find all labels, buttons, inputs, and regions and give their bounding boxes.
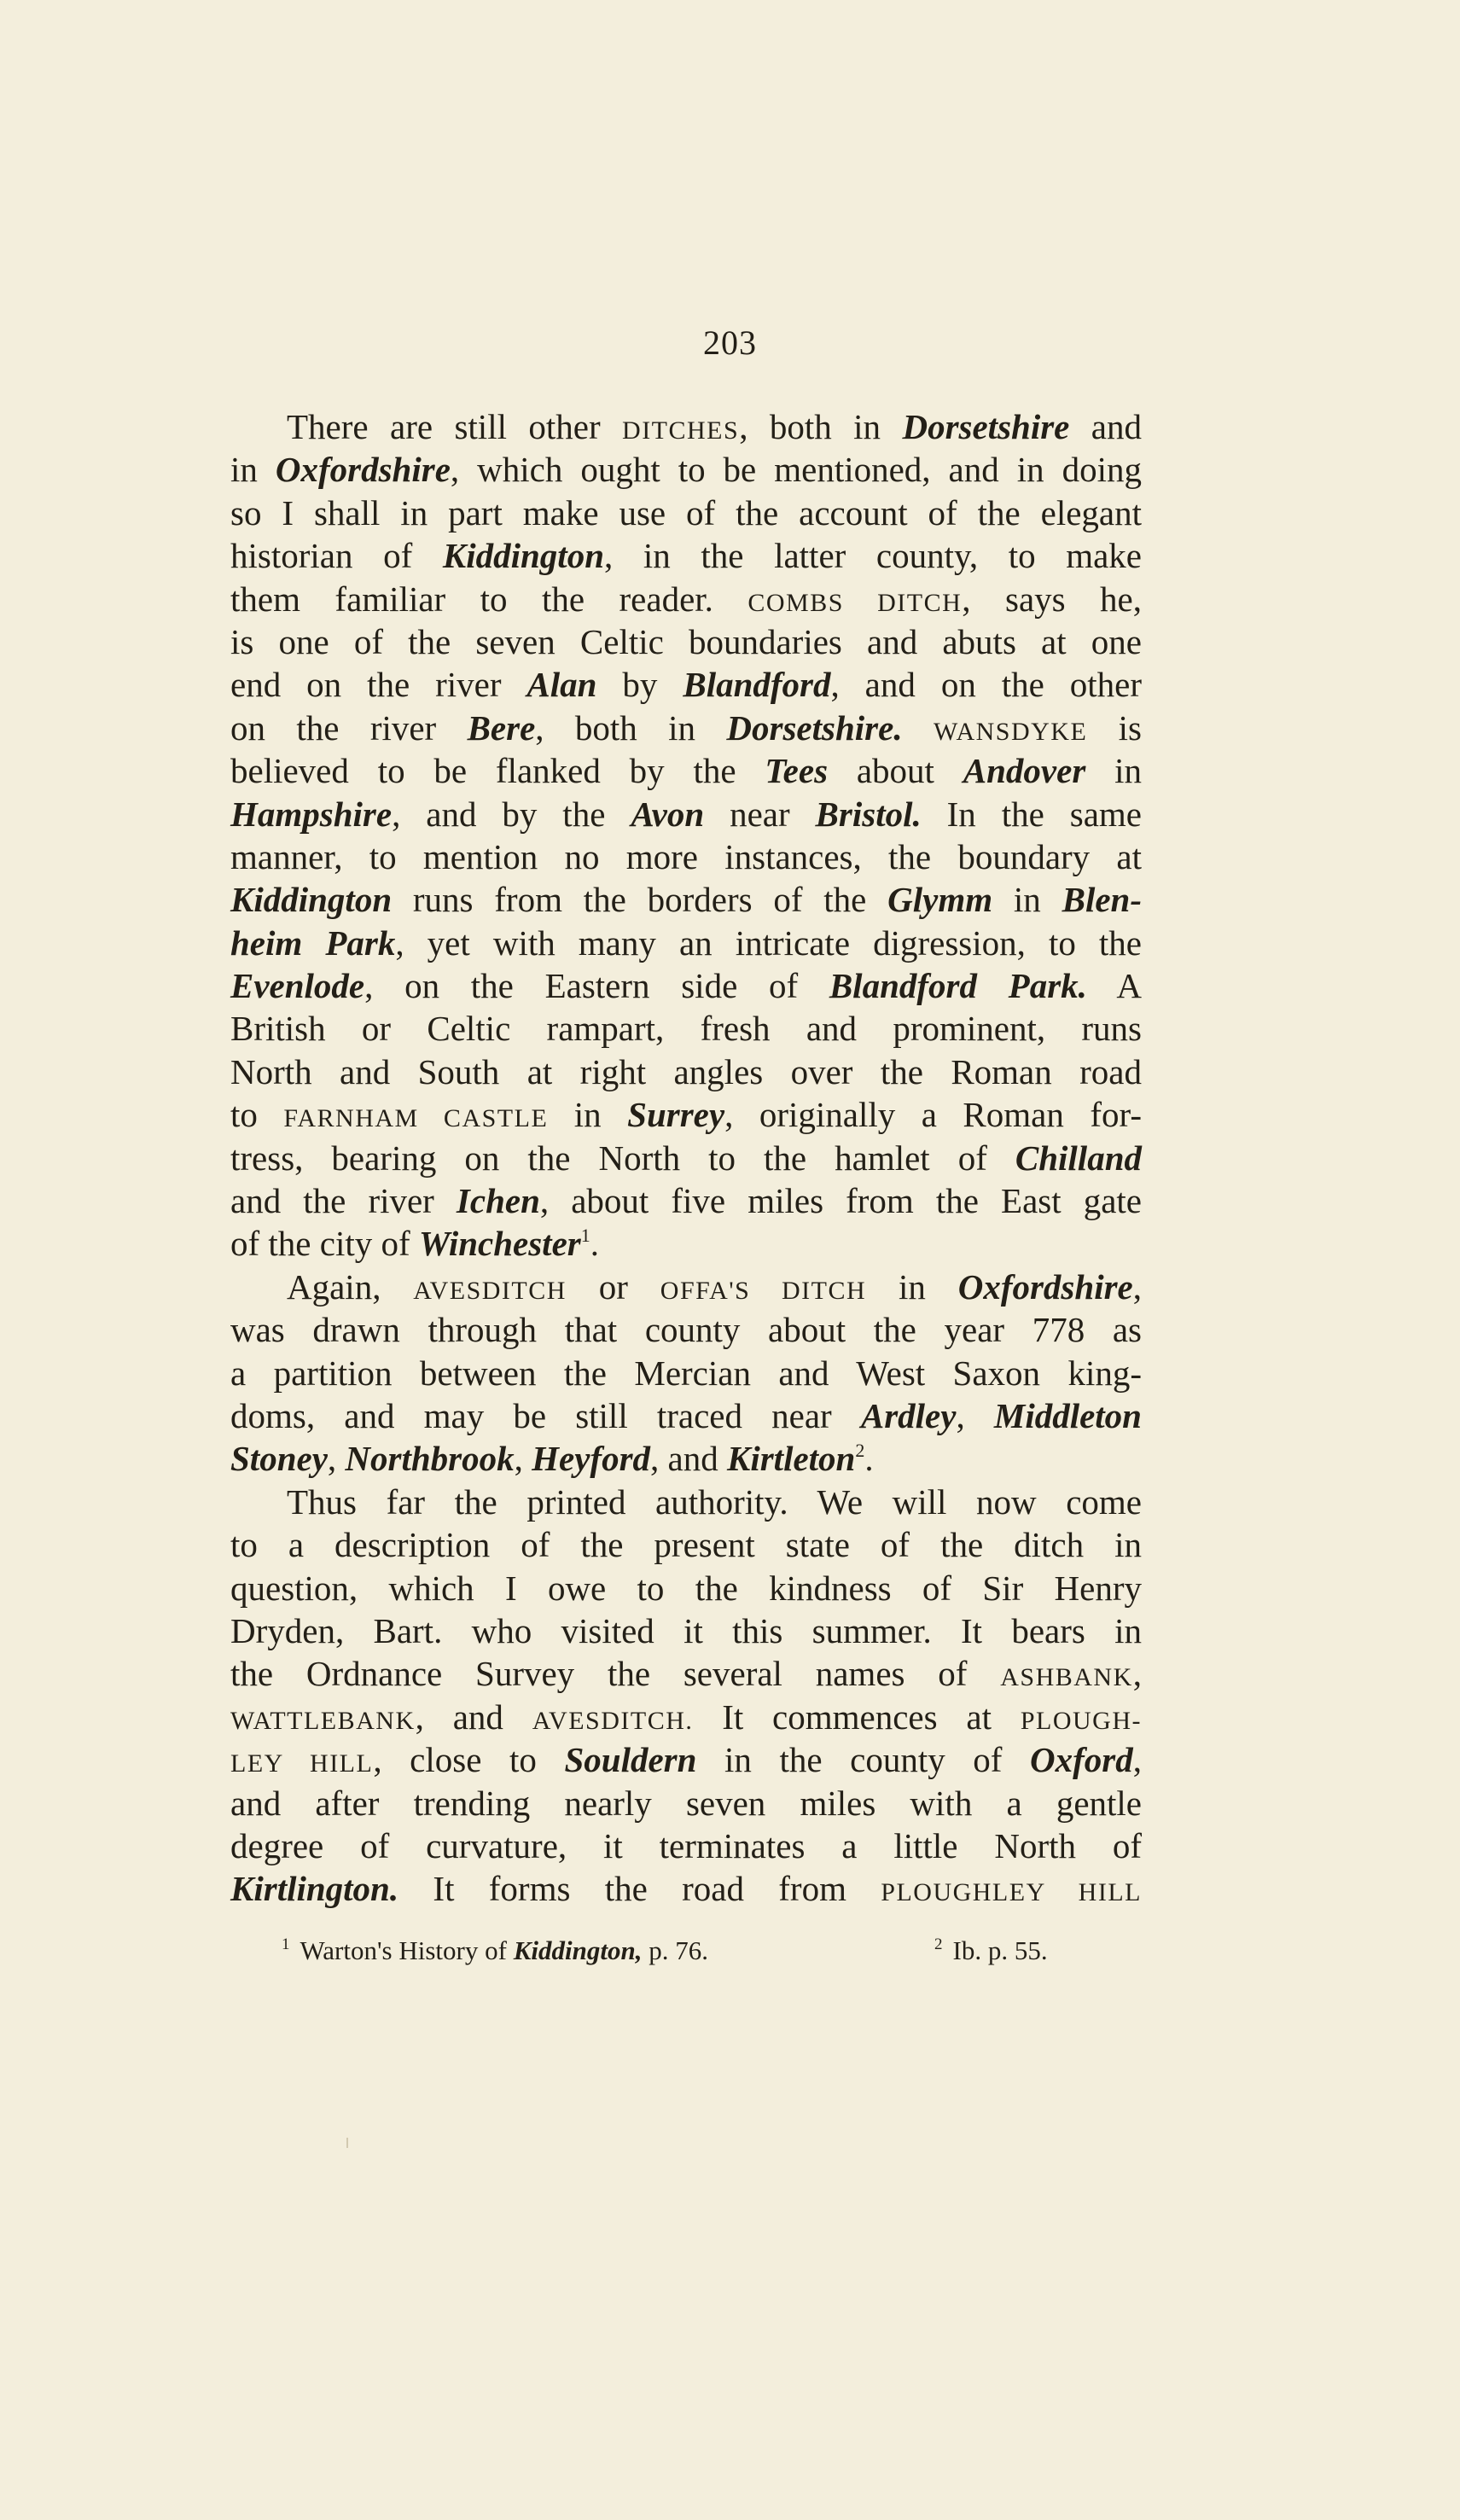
text-run: It forms the road from [398, 1869, 881, 1909]
text-line [230, 878, 1142, 921]
italic-text: Kirtleton [726, 1439, 856, 1479]
text-run: , [327, 1439, 346, 1479]
text-run: about [828, 751, 963, 791]
text-run: , both in [535, 707, 727, 748]
text-run: to [230, 1095, 284, 1135]
text-line [230, 405, 1142, 448]
text-run: , [1132, 1266, 1142, 1307]
italic-text: Kiddington [442, 536, 604, 576]
italic-text: Blandford [683, 665, 831, 705]
footnote-reference: 1 [580, 1225, 590, 1247]
italic-text: Northbrook [345, 1439, 515, 1479]
text-run: A [1086, 966, 1142, 1006]
text-run: Again, [287, 1266, 414, 1307]
small-caps-text: COMBS DITCH [747, 588, 963, 617]
text-run: British or Celtic rampart, fresh and prominent, runs [230, 1009, 1142, 1049]
text-run: historian of [230, 536, 443, 576]
italic-text: Ardley [860, 1395, 957, 1435]
text-run: , and by the [392, 794, 631, 834]
footnote-1-page: p. 76. [642, 1935, 708, 1965]
small-caps-text: FARNHAM CASTLE [283, 1104, 549, 1133]
italic-text: Evenlode [230, 966, 365, 1006]
italic-text: Stoney [230, 1439, 328, 1479]
italic-text: Tees [765, 751, 829, 791]
footnote-1-marker: 1 [282, 1935, 290, 1953]
text-run: North and South at right angles over the Roman road [230, 1051, 1142, 1091]
text-line [230, 1867, 1142, 1910]
text-run: . [590, 1224, 599, 1264]
italic-text: Chilland [1015, 1138, 1142, 1178]
text-line [230, 1093, 1142, 1136]
footnote-reference: 2 [855, 1440, 865, 1462]
italic-text: Blen- [1062, 880, 1142, 920]
text-run: , originally a Roman for- [724, 1095, 1142, 1135]
text-run: , which ought to be mentioned, and in doing [450, 450, 1142, 490]
text-line [230, 835, 1142, 878]
italic-text: Winchester [418, 1224, 581, 1264]
text-line [230, 707, 1142, 749]
italic-text: Hampshire [230, 794, 393, 834]
text-run: them familiar to the reader. [230, 579, 748, 619]
text-run: on the river [230, 707, 468, 748]
body-text [230, 405, 1142, 1911]
text-run: , and [650, 1439, 727, 1479]
text-line [230, 964, 1142, 1007]
italic-text: Ichen [456, 1181, 540, 1221]
text-line [230, 1308, 1142, 1351]
small-caps-text: PLOUGHLEY HILL [881, 1878, 1142, 1907]
text-run: , yet with many an intricate digression, to the [395, 922, 1142, 963]
text-run: a partition between the Mercian and West Saxon king- [230, 1353, 1142, 1393]
text-run: runs from the borders of the [392, 880, 888, 920]
text-run: so I shall in part make use of the account of the elegant [230, 492, 1142, 533]
text-run: in [548, 1095, 628, 1135]
text-line [230, 1782, 1142, 1825]
text-run: in [1085, 751, 1142, 791]
text-line [230, 1437, 1142, 1480]
text-run: , [514, 1439, 532, 1479]
text-run: degree of curvature, it terminates a little North of [230, 1825, 1142, 1865]
text-run: , close to [373, 1740, 565, 1780]
text-run: or [566, 1266, 660, 1307]
text-run: in [866, 1266, 958, 1307]
italic-text: Souldern [564, 1740, 697, 1780]
italic-text: Alan [526, 665, 597, 705]
italic-text: Oxford [1030, 1740, 1133, 1780]
text-run: in [230, 450, 276, 490]
text-run: in [992, 880, 1062, 920]
text-line [230, 1352, 1142, 1394]
italic-text: Dorsetshire [902, 407, 1070, 446]
footnote-2-marker: 2 [934, 1935, 943, 1953]
text-run: question, which I owe to the kindness of Sir Henry [230, 1568, 1142, 1608]
text-line [230, 1222, 1142, 1265]
italic-text: Avon [631, 794, 705, 834]
italic-text: Heyford [532, 1439, 651, 1479]
italic-text: Dorsetshire. [726, 707, 903, 748]
text-run: Thus far the printed authority. We will now come [287, 1481, 1142, 1522]
italic-text: heim Park [230, 922, 396, 963]
text-run: to a description of the present state of the ditch in [230, 1525, 1142, 1565]
text-line [230, 793, 1142, 835]
text-run: tress, bearing on the North to the hamlet of [230, 1138, 1015, 1178]
text-run: It commences at [693, 1696, 1021, 1737]
page-number: 203 [703, 323, 757, 362]
text-line [230, 1394, 1142, 1437]
text-line [230, 1738, 1142, 1781]
text-line [230, 1481, 1142, 1523]
text-run: end on the river [230, 665, 527, 705]
text-line [230, 1567, 1142, 1609]
small-caps-text: WATTLEBANK [230, 1706, 416, 1735]
italic-text: Glymm [887, 880, 993, 920]
text-run: , [1132, 1740, 1142, 1780]
text-line [230, 1179, 1142, 1222]
text-line [230, 578, 1142, 620]
italic-text: Oxfordshire [275, 450, 451, 490]
text-line [230, 1696, 1142, 1738]
text-run: , on the Eastern side of [364, 966, 829, 1006]
text-run: . [864, 1439, 874, 1479]
text-run: was drawn through that county about the year 778 as [230, 1310, 1142, 1350]
text-line [230, 1609, 1142, 1652]
small-caps-text: DITCHES [622, 416, 740, 445]
footnote-1-text: Warton's History of [300, 1935, 514, 1965]
small-caps-text: PLOUGH- [1020, 1706, 1142, 1735]
text-line [230, 1137, 1142, 1179]
small-caps-text: ASHBANK [1000, 1663, 1133, 1692]
text-line [230, 1007, 1142, 1050]
italic-text: Kiddington [230, 880, 393, 920]
text-line [230, 922, 1142, 964]
small-caps-text: AVESDITCH. [532, 1706, 694, 1735]
italic-text: Bere [467, 707, 536, 748]
italic-text: Andover [963, 751, 1086, 791]
text-run: by [596, 665, 683, 705]
italic-text: Bristol. [815, 794, 922, 834]
text-run: near [704, 794, 816, 834]
footnote-1 [282, 1935, 708, 1966]
text-run: doms, and may be still traced near [230, 1395, 861, 1435]
italic-text: Kirtlington. [230, 1869, 399, 1909]
text-run: the Ordnance Survey the several names of [230, 1654, 1001, 1694]
text-run: In the same [921, 794, 1142, 834]
text-line [230, 492, 1142, 534]
text-run: and after trending nearly seven miles with a gentle [230, 1783, 1142, 1823]
text-line [230, 534, 1142, 577]
text-run: believed to be flanked by the [230, 751, 765, 791]
small-caps-text: WANSDYKE [933, 717, 1088, 746]
text-run: is [1087, 707, 1142, 748]
text-run [903, 708, 934, 748]
italic-text: Oxfordshire [957, 1266, 1133, 1307]
text-line [230, 1825, 1142, 1867]
text-line [230, 1050, 1142, 1093]
text-run: , [1132, 1654, 1142, 1694]
text-run: is one of the seven Celtic boundaries and abuts at one [230, 621, 1142, 661]
small-caps-text: OFFA'S DITCH [660, 1276, 867, 1305]
paper-speck [346, 2138, 348, 2148]
footnote-1-italic: Kiddington, [513, 1935, 643, 1965]
footnote-2 [934, 1935, 1048, 1966]
text-run: , says he, [962, 579, 1142, 619]
text-run: and [1069, 407, 1142, 446]
text-run: in the county of [696, 1740, 1031, 1780]
text-run: manner, to mention no more instances, the boundary at [230, 836, 1142, 876]
italic-text: Blandford Park. [829, 966, 1087, 1006]
text-line [230, 1523, 1142, 1566]
small-caps-text: LEY HILL [230, 1749, 374, 1778]
text-run: , [956, 1395, 994, 1435]
small-caps-text: AVESDITCH [413, 1276, 567, 1305]
text-run: , about five miles from the East gate [539, 1181, 1142, 1221]
text-line [230, 448, 1142, 491]
text-line [230, 749, 1142, 792]
text-run: Dryden, Bart. who visited it this summer. It bears in [230, 1610, 1142, 1650]
italic-text: Surrey [627, 1095, 725, 1135]
text-run: , both in [739, 407, 903, 446]
text-line [230, 663, 1142, 706]
footnote-2-text: Ib. p. 55. [952, 1935, 1048, 1965]
text-line [230, 1652, 1142, 1695]
text-run: , and on the other [830, 665, 1143, 705]
text-run: , and [415, 1696, 532, 1737]
text-run: of the city of [230, 1224, 419, 1264]
text-run: and the river [230, 1181, 457, 1221]
italic-text: Middleton [993, 1395, 1142, 1435]
text-line [230, 1266, 1142, 1308]
text-run: There are still other [287, 407, 623, 446]
text-run: , in the latter county, to make [604, 536, 1142, 576]
text-line [230, 620, 1142, 663]
